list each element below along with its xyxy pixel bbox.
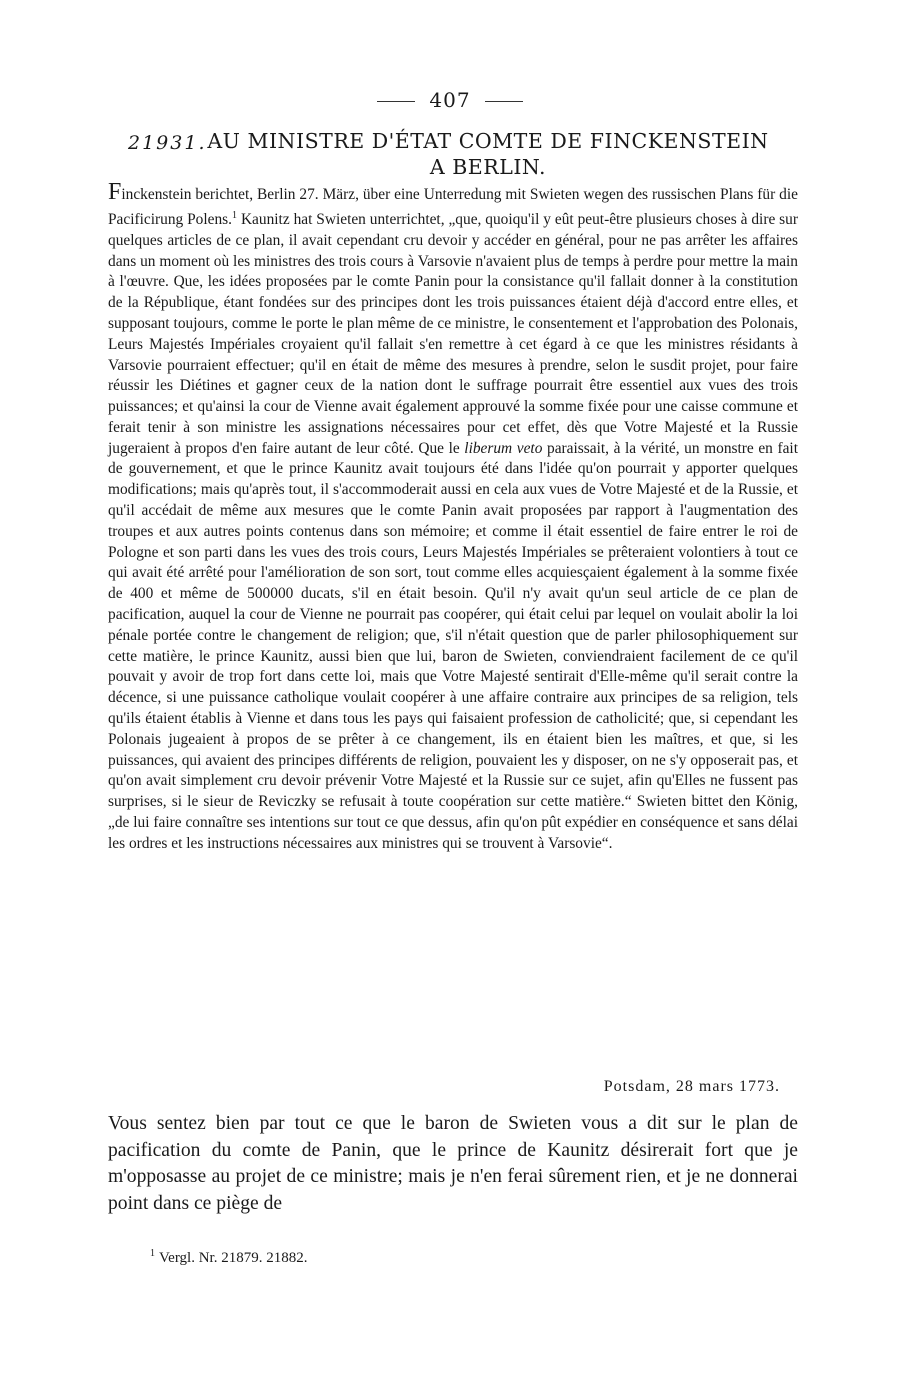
document-title — [108, 128, 798, 180]
footnote-reference: 1 — [232, 209, 238, 221]
document-number: 21931. — [128, 132, 207, 154]
summary-text-intro: inckenstein berichtet, Berlin 27. März, über eine Unterredung mit Swieten wegen des russischen Plans für die Pacificirung Polens. — [108, 186, 798, 228]
left-rule — [377, 101, 415, 102]
right-rule — [485, 101, 523, 102]
footnote — [150, 1248, 307, 1267]
summary-paragraph — [108, 179, 798, 855]
page-number — [0, 88, 900, 112]
summary-text-2: paraissait, à la vérité, un monstre en fait de gouvernement, et que le prince Kaunitz avait toujours été dans l'idée qu'on pourrait y apporter quelques modifications; mais qu'après tout, il s'accommoderait aussi en cela aux vues de Votre Majesté et de la Russie, et qu'il accédait de même aux mesures que le comte Panin avait proposées par rapport à l'augmentation des troupes et aux autres points contenus dans son mémoire; et comme il était essentiel de faire entrer le roi de Pologne et son parti dans les vues des trois cours, Leurs Majestés Impériales se prêteraient volontiers à tout ce qui avait été arrêté pour l'amélioration de son sort, tout comme elles acquiesçaient également à la somme fixée de 400 et même de 500000 ducats, s'il en était besoin. Qu'il n'y avait qu'un seul article de ce plan de pacification, auquel la cour de Vienne ne pourrait pas coopérer, qui était celui par lequel on voulait abolir la loi pénale portée contre le changement de religion; que, s'il n'était question que de parler philosophiquement sur cette matière, le prince Kaunitz, aussi bien que lui, baron de Swieten, conviendraient facilement de ce qu'il pouvait y avoir de trop fort dans cette loi, mais que Votre Majesté sentirait d'Elle-même qu'il serait contre la décence, si une puissance catholique voulait coopérer à une affaire contraire aux principes de sa religion, tels qu'ils étaient établis à Vienne et dans tous les pays qui faisaient profession de catholicité; que, si cependant les Polonais jugeaient à propos de se prêter à ce changement, ils en étaient bien les maîtres, et que, si les puissances, qui avaient des principes différents de religion, pouvaient les y disposer, on ne s'y opposerait pas, et qu'on avait simplement cru devoir prévenir Votre Majesté et la Russie sur ce sujet, afin qu'Elles ne fussent pas surprises, si le sieur de Reviczky se refusait à toute coopération sur cette matière.“ Swieten bittet den König, „de lui faire connaître ses intentions sur tout ce que dessus, afin qu'on pût expédier en conséquence et sans délai les ordres et les instructions nécessaires aux ministres qui se trouvent à Varsovie“. — [108, 439, 798, 852]
footnote-number: 1 — [150, 1248, 155, 1259]
dateline: Potsdam, 28 mars 1773. — [603, 1078, 780, 1095]
letter-body: Vous sentez bien par tout ce que le baron de Swieten vous a dit sur le plan de pacification du comte de Panin, que le prince de Kaunitz désirerait fort que je m'opposasse au projet de ce ministre; mais je n'en ferai sûrement rien, et je ne donnerai point dans ce piège de — [108, 1113, 798, 1214]
footnote-text: Vergl. Nr. 21879. 21882. — [159, 1250, 308, 1266]
document-heading — [108, 128, 798, 180]
summary-first-letter: F — [108, 179, 122, 205]
title-line-1: AU MINISTRE D'ÉTAT COMTE DE FINCKENSTEIN — [207, 129, 769, 153]
summary-text-1: Kaunitz hat Swieten unterrichtet, „que, quoiqu'il y eût peut-être plusieurs choses à dire sur quelques articles de ce plan, il avait cependant cru devoir y accéder en général, pour ne pas arrêter les affaires dans un moment où les ministres des trois cours à Varsovie n'avaient plus de temps à perdre pour mettre la main à l'œuvre. Que, les idées proposées par le comte Panin pour la consistance qu'il fallait donner à la constitution de la République, étant fondées sur des principes dont les trois puissances étaient déjà d'accord entre elles, et supposant toujours, comme le porte le plan même de ce ministre, le consentement et l'approbation des Polonais, Leurs Majestés Impériales croyaient qu'il fallait s'en remettre à cet égard à ce que les ministres résidants à Varsovie pourraient effectuer; qu'il en était de même des mesures à prendre, selon le susdit projet, pour faire réussir les Diétines et gagner ceux de la nation dont le suffrage pourrait être essentiel aux vues des trois puissances; et qu'ainsi la cour de Vienne avait également approuvé la somme fixée pour une caisse commune et ferait tenir à son ministre les assignations nécessaires pour cet effet, dès que Votre Majesté et la Russie jugeraient à propos d'en faire autant de leur côté. Que le — [108, 210, 798, 457]
title-line-2: A BERLIN. — [429, 155, 547, 179]
summary-italic-term: liberum veto — [464, 439, 543, 457]
page-number-text: 407 — [429, 88, 471, 112]
